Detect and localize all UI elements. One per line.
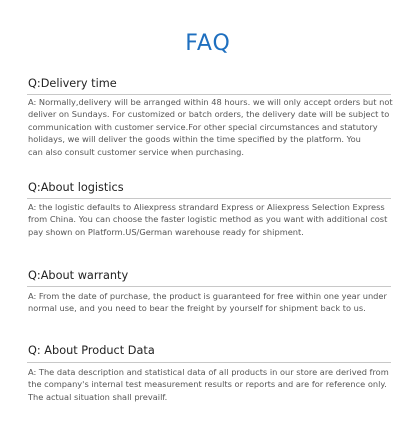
faq-answer bbox=[28, 201, 388, 238]
faq-question: Q:Delivery time bbox=[28, 77, 117, 90]
divider bbox=[27, 198, 391, 199]
faq-answer bbox=[28, 96, 393, 158]
answer-line: from China. You can choose the faster logistic method as you want with additional cost bbox=[28, 214, 388, 225]
answer-line: A: Normally,delivery will be arranged within 48 hours. we will only accept orders but not bbox=[28, 97, 393, 107]
answer-line: The actual situation shall prevailf. bbox=[28, 391, 168, 402]
answer-line: A: The data description and statistical data of all products in our store are derived from bbox=[28, 367, 389, 377]
answer-line: holidays, we will deliver the goods within the time specified by the platform. You bbox=[28, 134, 361, 145]
faq-question: Q:About logistics bbox=[28, 181, 124, 194]
faq-answer bbox=[28, 366, 388, 403]
faq-question: Q:About warranty bbox=[28, 269, 129, 282]
page-title: FAQ bbox=[185, 31, 231, 56]
divider bbox=[27, 362, 391, 363]
answer-line: the company's internal test measurement results or reports and are for reference only. bbox=[28, 379, 387, 390]
answer-line: pay shown on Platform.US/German warehouse ready for shipment. bbox=[28, 226, 304, 237]
answer-line: deliver on Sundays. For customized or batch orders, the delivery date will be subject to bbox=[28, 109, 390, 120]
answer-line: A: the logistic defaults to Aliexpress strandard Express or Aliexpress Selection Express bbox=[28, 202, 385, 212]
faq-answer bbox=[28, 290, 388, 315]
divider bbox=[27, 94, 391, 95]
answer-line: can also consult customer service when purchasing. bbox=[28, 146, 244, 157]
answer-line: A: From the date of purchase, the product is guaranteed for free within one year under bbox=[28, 291, 387, 301]
answer-line: normal use, and you need to bear the freight by yourself for shipment back to us. bbox=[28, 303, 366, 314]
divider bbox=[27, 286, 391, 287]
answer-line: communication with customer service.For other special circumstances and statutory bbox=[28, 121, 378, 132]
faq-question: Q: About Product Data bbox=[28, 344, 155, 357]
